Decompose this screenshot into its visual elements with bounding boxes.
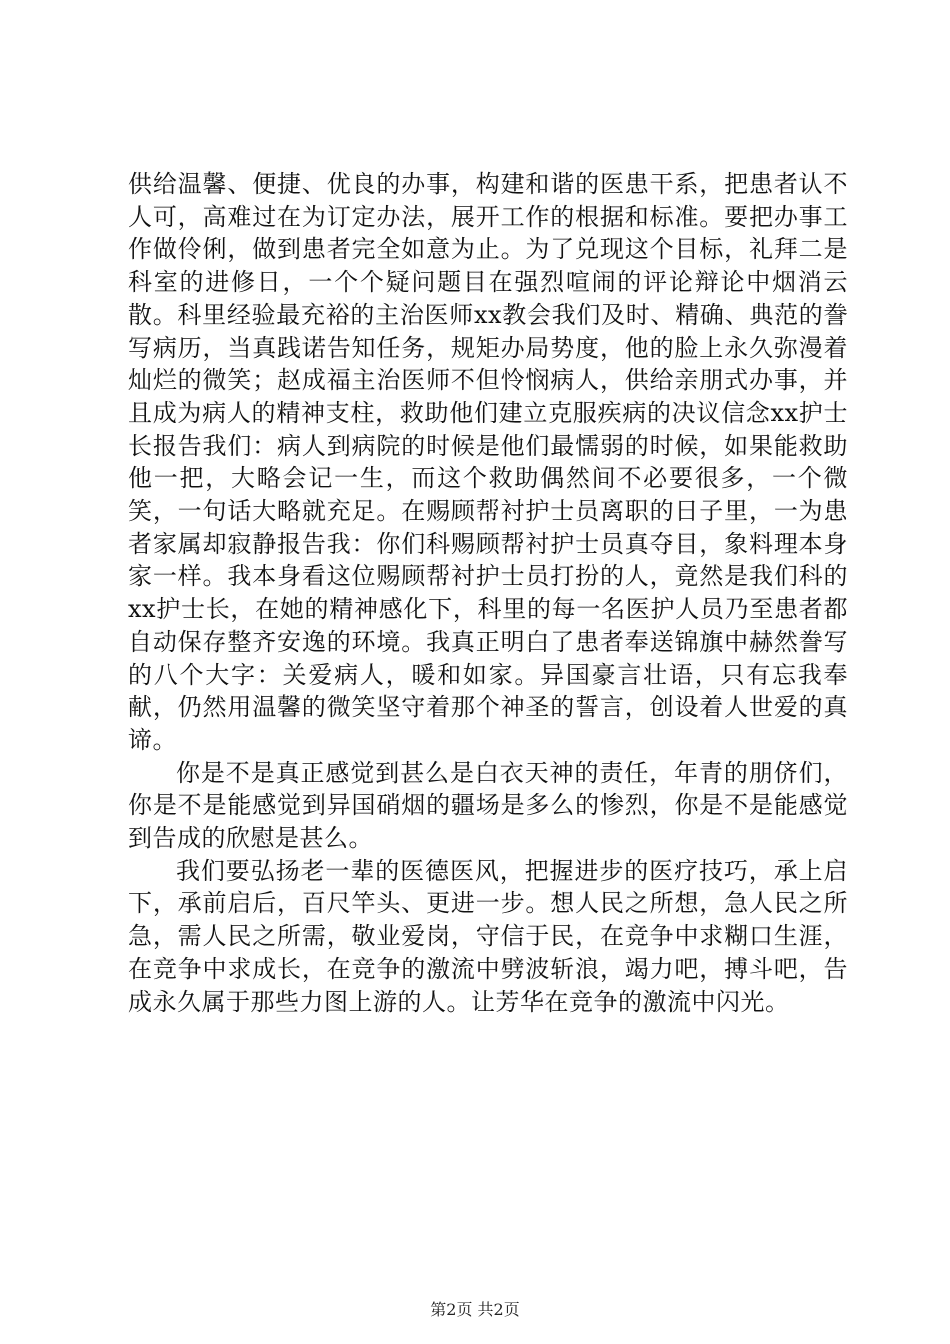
paragraph-conclusion: 我们要弘扬老一辈的医德医风，把握进步的医疗技巧，承上启下，承前启后，百尺竿头、更进一步。想人民之所想，急人民之所急，需人民之所需，敬业爱岗，守信于民，在竞争中求糊口生涯，在竞争中求成长，在竞争的激流中劈波斩浪，竭力吧，搏斗吧，告成永久属于那些力图上游的人。让芳华在竞争的激流中闪光。: [128, 856, 848, 1016]
paragraph-responsibility: 你是不是真正感觉到甚么是白衣天神的责任，年青的朋侪们，你是不是能感觉到异国硝烟的疆场是多么的惨烈，你是不是能感觉到告成的欣慰是甚么。: [128, 758, 848, 853]
page-footer: 第2页 共2页: [430, 1300, 520, 1319]
document-body: [128, 168, 848, 1018]
paragraph-continued: 供给温馨、便捷、优良的办事，构建和谐的医患干系，把患者认不人可，高难过在为订定办法，展开工作的根据和标准。要把办事工作做伶俐，做到患者完全如意为止。为了兑现这个目标，礼拜二是科室的进修日，一个个疑问题目在强烈喧闹的评论辩论中烟消云散。科里经验最充裕的主治医师xx教会我们及时、精确、典范的誊写病历，当真践诺告知任务，规矩办局势度，他的脸上永久弥漫着灿烂的微笑；赵成福主治医师不但怜悯病人，供给亲朋式办事，并且成为病人的精神支柱，救助他们建立克服疾病的决议信念xx护士长报告我们：病人到病院的时候是他们最懦弱的时候，如果能救助他一把，大略会记一生，而这个救助偶然间不必要很多，一个微笑，一句话大略就充足。在赐顾帮衬护士员离职的日子里，一为患者家属却寂静报告我：你们科赐顾帮衬护士员真夺目，象料理本身家一样。我本身看这位赐顾帮衬护士员打扮的人，竟然是我们科的xx护士长，在她的精神感化下，科里的每一名医护人员乃至患者都自动保存整齐安逸的环境。我真正明白了患者奉送锦旗中赫然誊写的八个大字：关爱病人，暖和如家。异国豪言壮语，只有忘我奉献，仍然用温馨的微笑坚守着那个神圣的誓言，创设着人世爱的真谛。: [128, 170, 848, 754]
